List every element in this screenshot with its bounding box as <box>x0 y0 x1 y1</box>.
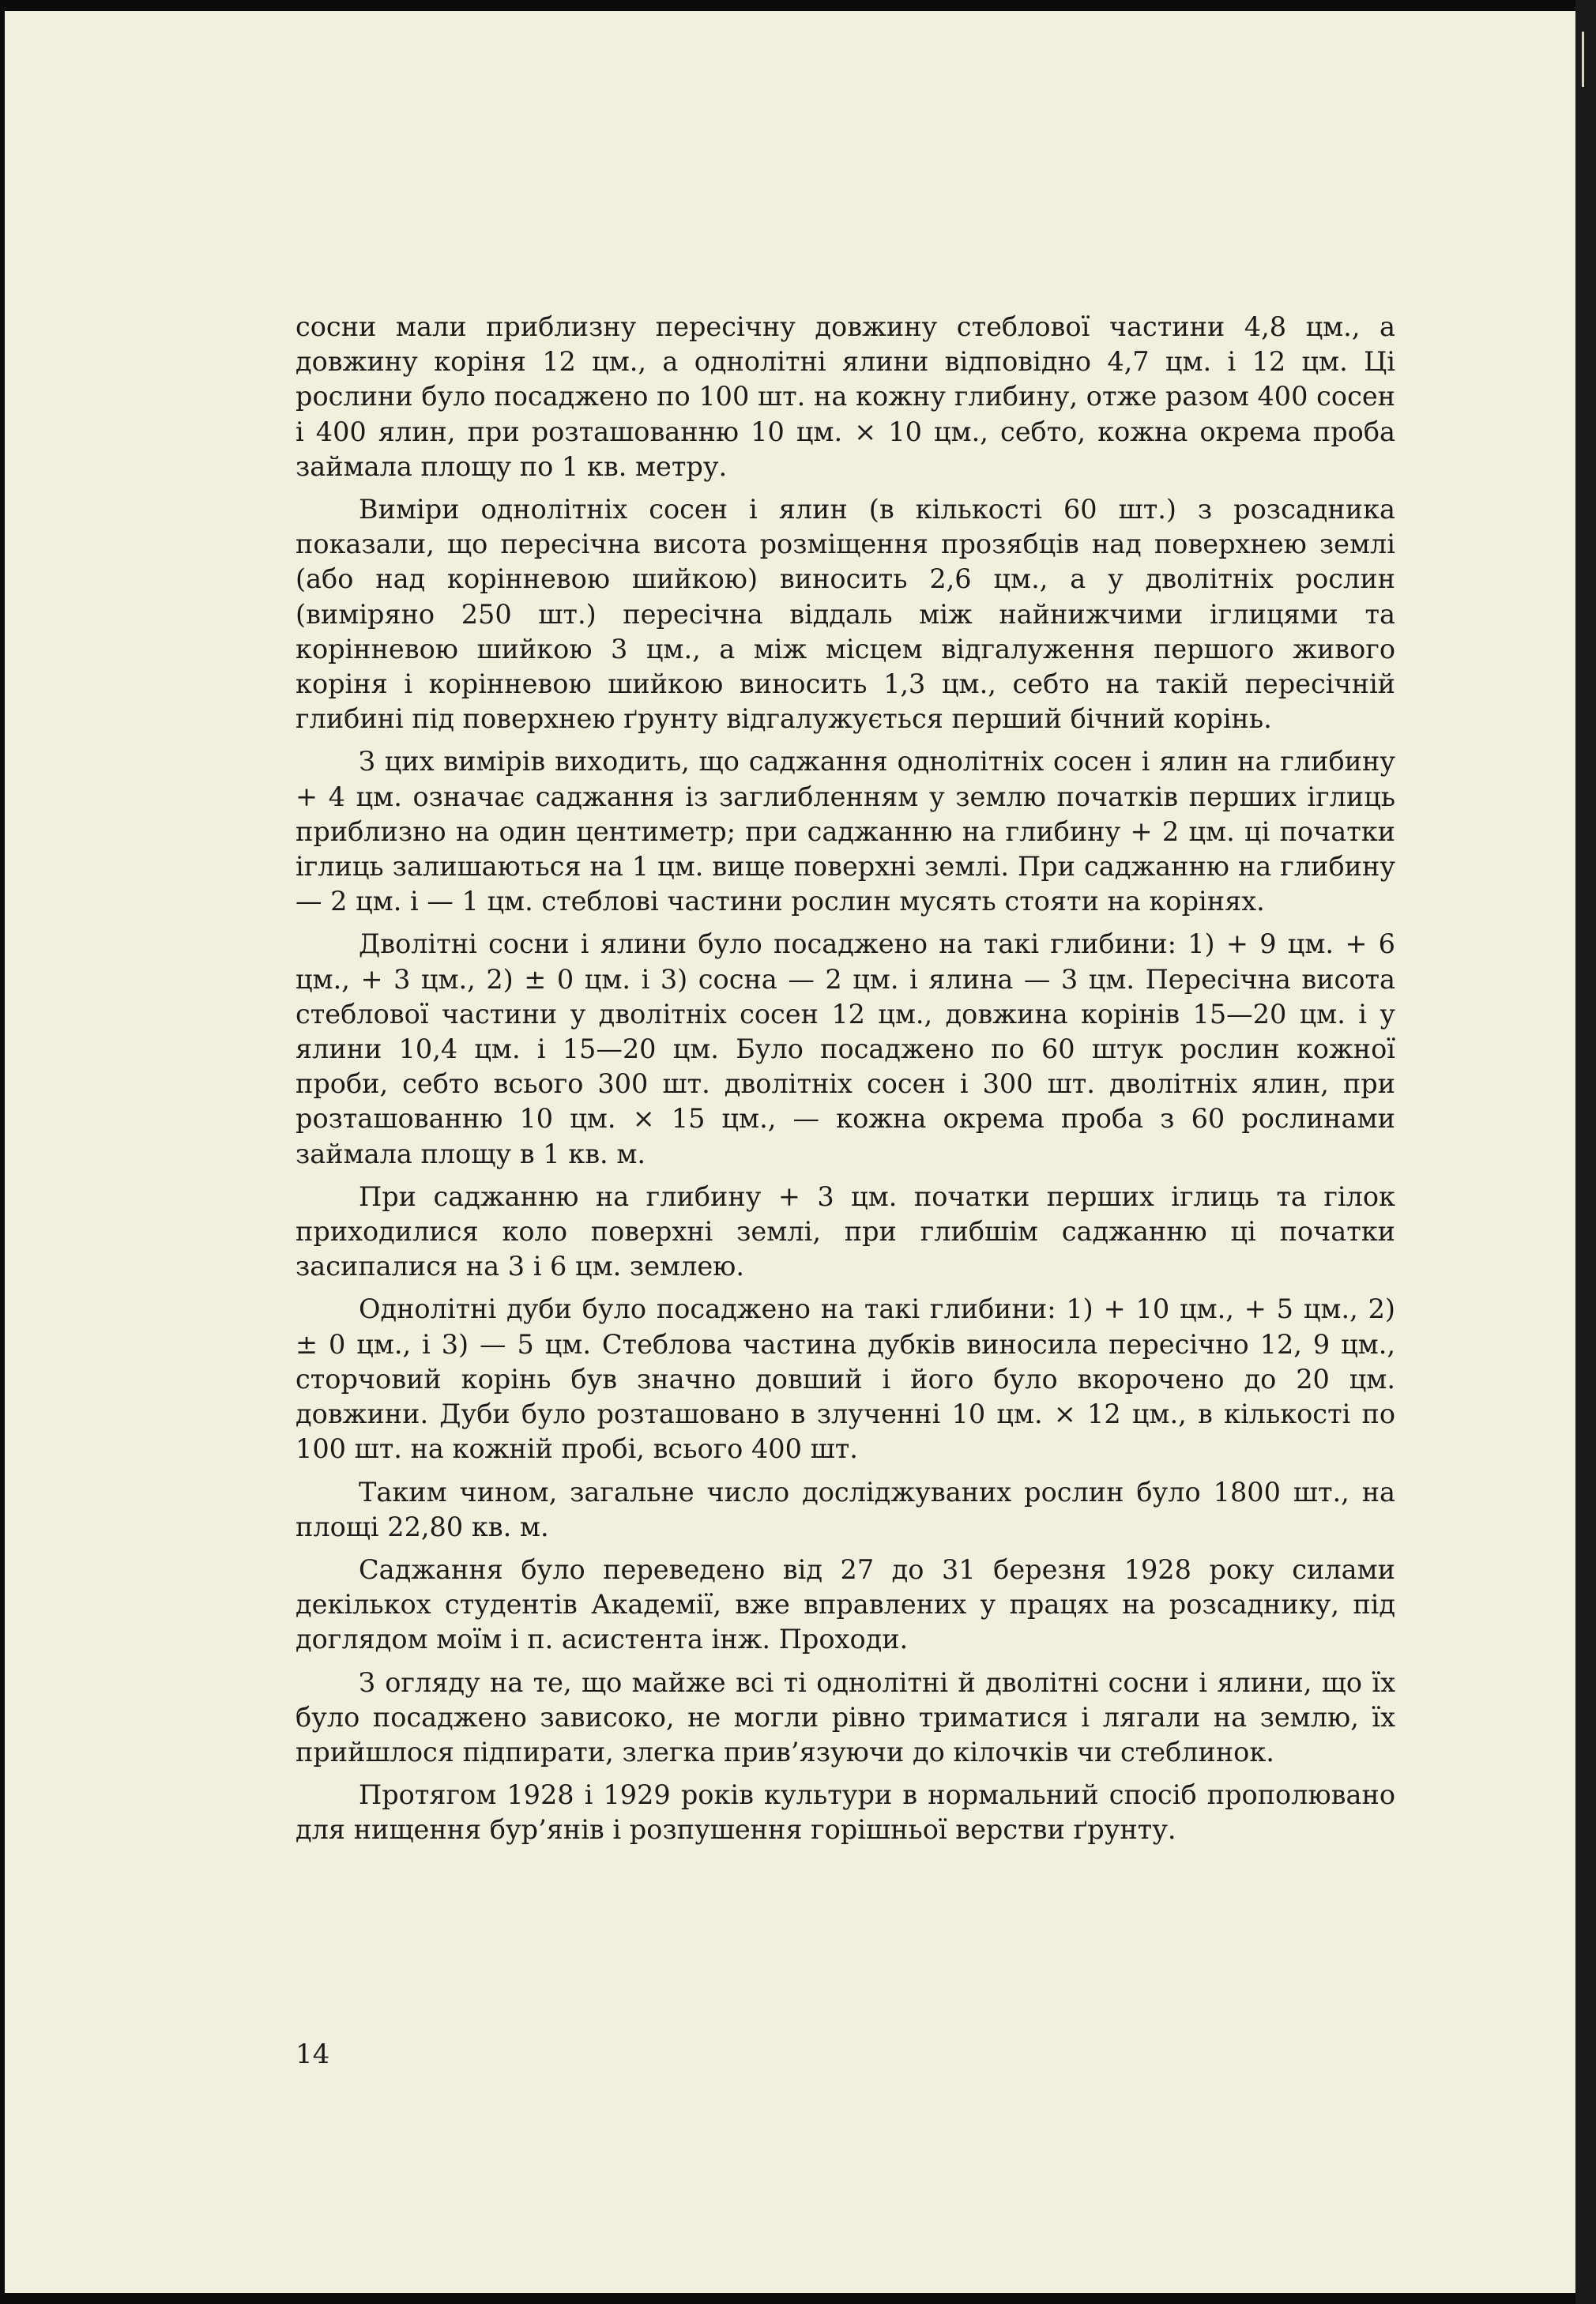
body-text <box>295 310 1395 1856</box>
paragraph-1: сосни мали приблизну пересічну довжину стеблової частини 4,8 цм., а довжину коріня 12 цм., а однолітні ялини відповідно 4,7 цм. і 12 цм. Ці рослини було посаджено по 100 шт. на кожну глибину, отже разом 400 сосен і 400 ялин, при розташованню 10 цм. × 10 цм., себто, кожна окрема проба займала площу по 1 кв. метру. <box>295 311 1395 482</box>
paragraph-3: З цих вимірів виходить, що саджання однолітніх сосен і ялин на глибину + 4 цм. означає саджання із заглибленням у землю початків перших іглиць приблизно на один центиметр; при саджанню на глибину + 2 цм. ці початки іглиць залишаються на 1 цм. вище поверхні землі. При саджанню на глибину — 2 цм. і — 1 цм. стеблові частини рослин мусять стояти на корінях. <box>295 746 1395 917</box>
paragraph-4: Дволітні сосни і ялини було посаджено на такі глибини: 1) + 9 цм. + 6 цм., + 3 цм., 2) ± 0 цм. і 3) сосна — 2 цм. і ялина — 3 цм. Пересічна висота стеблової частини у дволітніх сосен 12 цм., довжина корінів 15—20 цм. і у ялини 10,4 цм. і 15—20 цм. Було посаджено по 60 штук рослин кожної проби, себто всього 300 шт. дволітніх сосен і 300 шт. дволітніх ялин, при розташованню 10 цм. × 15 цм., — кожна окрема проба з 60 рослинами займала площу в 1 кв. м. <box>295 928 1395 1169</box>
scan-edge <box>1575 0 1596 2304</box>
paragraph-5: При саджанню на глибину + 3 цм. початки перших іглиць та гілок приходилися коло поверхні землі, при глибшім саджанню ці початки засипалися на 3 і 6 цм. землею. <box>295 1180 1395 1282</box>
page-number: 14 <box>295 2039 330 2070</box>
paragraph-9: З огляду на те, що майже всі ті однолітні й дволітні сосни і ялини, що їх було посаджено зависоко, не могли рівно триматися і лягали на землю, їх прийшлося підпирати, злегка прив’язуючи до кілочків чи стеблинок. <box>295 1666 1395 1768</box>
paragraph-8: Саджання було переведено від 27 до 31 березня 1928 року силами декількох студентів Академії, вже вправлених у працях на розсаднику, під доглядом моїм і п. асистента інж. Проходи. <box>295 1553 1395 1655</box>
paragraph-10: Протягом 1928 і 1929 років культури в нормальний спосіб прополювано для нищення бур’янів і розпушення горішньої верстви ґрунту. <box>295 1779 1395 1846</box>
paragraph-2: Виміри однолітніх сосен і ялин (в кількості 60 шт.) з розсадника показали, що пересічна висота розміщення прозябців над поверхнею землі (або над корінневою шийкою) виносить 2,6 цм., а у дволітніх рослин (виміряно 250 шт.) пересічна віддаль між найнижчими іглицями та корінневою шийкою 3 цм., а між місцем відгалуження першого живого коріня і корінневою шийкою виносить 1,3 цм., себто на такій пересічній глибині під поверхнею ґрунту відгалужується перший бічний корінь. <box>295 494 1395 735</box>
paragraph-7: Таким чином, загальне число досліджуваних рослин було 1800 шт., на площі 22,80 кв. м. <box>295 1476 1395 1542</box>
scan-edge-mark <box>1582 32 1584 87</box>
paragraph-6: Однолітні дуби було посаджено на такі глибини: 1) + 10 цм., + 5 цм., 2) ± 0 цм., і 3) — 5 цм. Стеблова частина дубків виносила пересічно 12, 9 цм., сторчовий корінь був значно довший і його було вкорочено до 20 цм. довжини. Дуби було розташовано в злученні 10 цм. × 12 цм., в кількості по 100 шт. на кожній пробі, всього 400 шт. <box>295 1293 1395 1465</box>
